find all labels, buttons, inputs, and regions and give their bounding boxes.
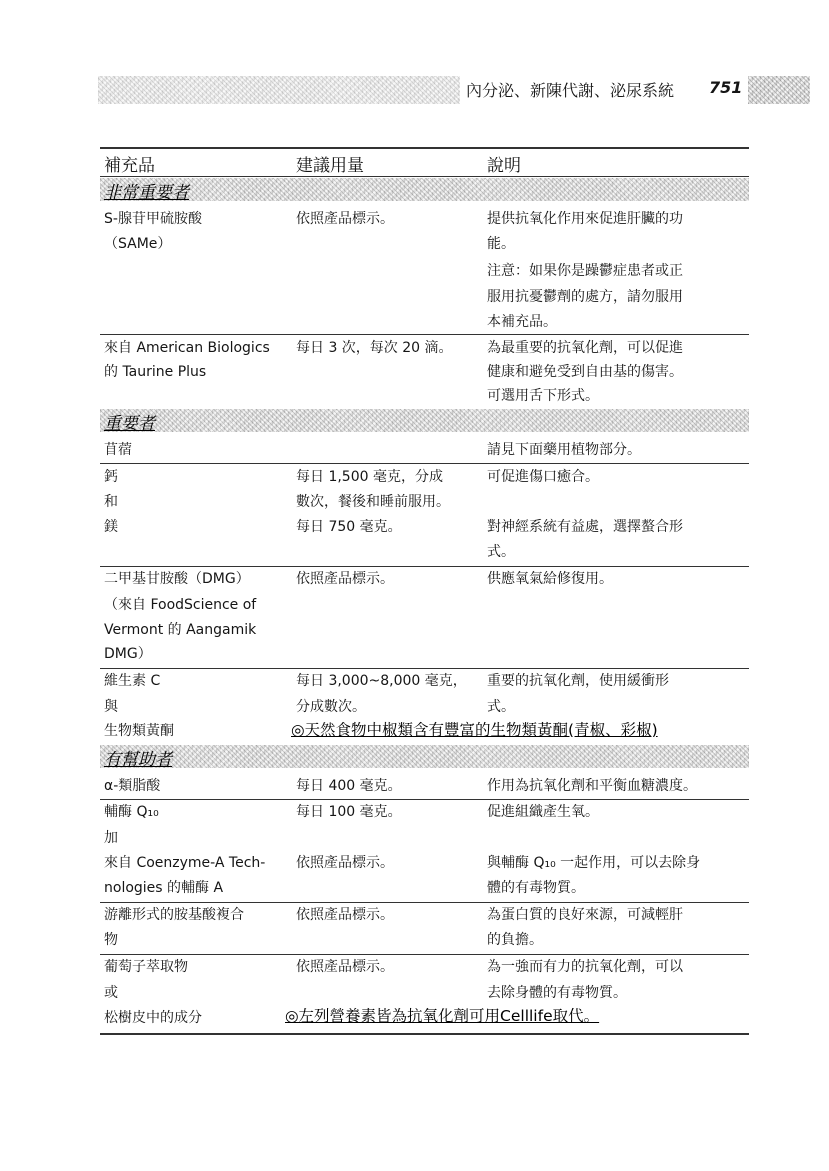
desc-alpha-lipoic-acid: 作用為抗氧化劑和平衡血糖濃度。 (487, 778, 697, 794)
dosage-calcium-line-1: 每日 1,500 毫克，分成 (296, 469, 443, 485)
dosage-calcium-line-2: 數次，餐後和睡前服用。 (296, 494, 450, 510)
supplement-name-bioflavonoids: 生物類黃酮 (104, 723, 174, 739)
supplement-name-grape-seed: 葡萄子萃取物 (104, 959, 188, 975)
supplement-name-same-line-1: S-腺苷甲硫胺酸 (104, 211, 202, 227)
running-header-title: 內分泌、新陳代謝、泌尿系統 (466, 81, 675, 100)
section-band-important (100, 409, 749, 432)
row-rule (100, 334, 749, 335)
section-label-very-important: 非常重要者 (104, 183, 189, 203)
supplement-name-amino-acids-line-2: 物 (104, 932, 118, 948)
section-band-noise (100, 178, 749, 201)
desc-amino-acids-line-2: 的負擔。 (487, 932, 543, 948)
dosage-vitamin-c-line-2: 分成數次。 (296, 699, 366, 715)
desc-same-line-4: 服用抗憂鬱劑的處方，請勿服用 (487, 289, 683, 305)
dosage-coq10: 每日 100 毫克。 (296, 804, 402, 820)
supplement-name-coq10: 輔酶 Q₁₀ (104, 804, 159, 820)
desc-amino-acids-line-1: 為蛋白質的良好來源，可減輕肝 (487, 907, 683, 923)
desc-same-line-1: 提供抗氧化作用來促進肝臟的功 (487, 211, 683, 227)
row-rule (100, 463, 749, 464)
supplement-name-magnesium: 鎂 (104, 519, 118, 535)
dosage-coenzyme-a: 依照產品標示。 (296, 855, 394, 871)
section-band-noise (100, 745, 749, 768)
supplement-name-calcium: 鈣 (104, 469, 118, 485)
supplement-name-pine-bark: 松樹皮中的成分 (104, 1010, 202, 1026)
column-header-supplement: 補充品 (104, 156, 155, 176)
handwritten-note-celllife: ◎左列營養素皆為抗氧化劑可用Celllife取代。 (285, 1007, 600, 1025)
table-top-rule (100, 147, 749, 149)
table-bottom-rule (100, 1033, 749, 1035)
supplement-name-or: 或 (104, 985, 118, 1001)
desc-same-line-2: 能。 (487, 236, 515, 252)
row-rule (100, 566, 749, 567)
header-scan-noise (98, 76, 460, 104)
desc-alfalfa: 請見下面藥用植物部分。 (487, 442, 641, 458)
section-label-helpful: 有幫助者 (104, 750, 172, 770)
desc-magnesium-line-2: 式。 (487, 544, 515, 560)
dosage-grape-seed: 依照產品標示。 (296, 959, 394, 975)
row-rule (100, 799, 749, 800)
row-rule (100, 668, 749, 669)
dosage-dmg: 依照產品標示。 (296, 571, 394, 587)
desc-coq10: 促進組織產生氧。 (487, 804, 599, 820)
desc-same-line-5: 本補充品。 (487, 314, 557, 330)
desc-dmg: 供應氧氣給修復用。 (487, 571, 613, 587)
supplement-name-coenzyme-a-line-1: 來自 Coenzyme-A Tech- (104, 855, 266, 871)
column-header-description: 說明 (487, 156, 521, 176)
page-number: 751 (709, 78, 743, 97)
section-band-helpful (100, 745, 749, 768)
dosage-taurine: 每日 3 次，每次 20 滴。 (296, 340, 453, 356)
dosage-alpha-lipoic-acid: 每日 400 毫克。 (296, 778, 402, 794)
dosage-vitamin-c-line-1: 每日 3,000~8,000 毫克， (296, 673, 467, 689)
header-rule (100, 176, 749, 177)
desc-grape-seed-line-2: 去除身體的有毒物質。 (487, 985, 627, 1001)
section-band-noise (100, 409, 749, 432)
supplement-name-alpha-lipoic-acid: α-類脂酸 (104, 778, 161, 794)
desc-taurine-line-2: 健康和避免受到自由基的傷害。 (487, 364, 683, 380)
desc-calcium: 可促進傷口癒合。 (487, 469, 599, 485)
supplement-name-and: 和 (104, 494, 118, 510)
desc-coenzyme-a-line-2: 體的有毒物質。 (487, 880, 585, 896)
dosage-amino-acids: 依照產品標示。 (296, 907, 394, 923)
section-band-very-important (100, 178, 749, 201)
supplement-name-amino-acids-line-1: 游離形式的胺基酸複合 (104, 907, 244, 923)
header-corner-mark (748, 76, 810, 104)
dosage-same: 依照產品標示。 (296, 211, 394, 227)
supplement-name-alfalfa: 苜蓿 (104, 442, 132, 458)
desc-magnesium-line-1: 對神經系統有益處，選擇螯合形 (487, 519, 683, 535)
desc-same-line-3: 注意：如果你是躁鬱症患者或正 (487, 263, 683, 279)
desc-vitamin-c-line-1: 重要的抗氧化劑，使用緩衝形 (487, 673, 669, 689)
supplement-name-taurine-line-2: 的 Taurine Plus (104, 364, 207, 380)
supplement-name-coenzyme-a-line-2: nologies 的輔酶 A (104, 880, 224, 896)
desc-taurine-line-3: 可選用舌下形式。 (487, 388, 599, 404)
supplement-name-dmg-line-1: 二甲基甘胺酸（DMG） (104, 571, 250, 587)
row-rule (100, 902, 749, 903)
desc-coenzyme-a-line-1: 與輔酶 Q₁₀ 一起作用，可以去除身 (487, 855, 701, 871)
desc-taurine-line-1: 為最重要的抗氧化劑，可以促進 (487, 340, 683, 356)
supplement-name-dmg-line-2: （來自 FoodScience of (104, 597, 257, 613)
row-rule (100, 954, 749, 955)
dosage-magnesium: 每日 750 毫克。 (296, 519, 402, 535)
supplement-name-taurine-line-1: 來自 American Biologics (104, 340, 270, 356)
supplement-name-vitamin-c: 維生素 C (104, 673, 161, 689)
desc-vitamin-c-line-2: 式。 (487, 699, 515, 715)
supplement-name-dmg-line-4: DMG） (104, 646, 152, 662)
section-label-important: 重要者 (104, 414, 155, 434)
supplement-name-same-line-2: （SAMe） (104, 236, 172, 252)
supplement-name-with: 與 (104, 699, 118, 715)
column-header-dosage: 建議用量 (296, 156, 364, 176)
desc-grape-seed-line-1: 為一強而有力的抗氧化劑，可以 (487, 959, 683, 975)
handwritten-note-bioflavonoids: ◎天然食物中椒類含有豐富的生物類黃酮(青椒、彩椒) (291, 721, 658, 739)
supplement-name-plus: 加 (104, 830, 118, 846)
supplement-name-dmg-line-3: Vermont 的 Aangamik (104, 622, 257, 638)
